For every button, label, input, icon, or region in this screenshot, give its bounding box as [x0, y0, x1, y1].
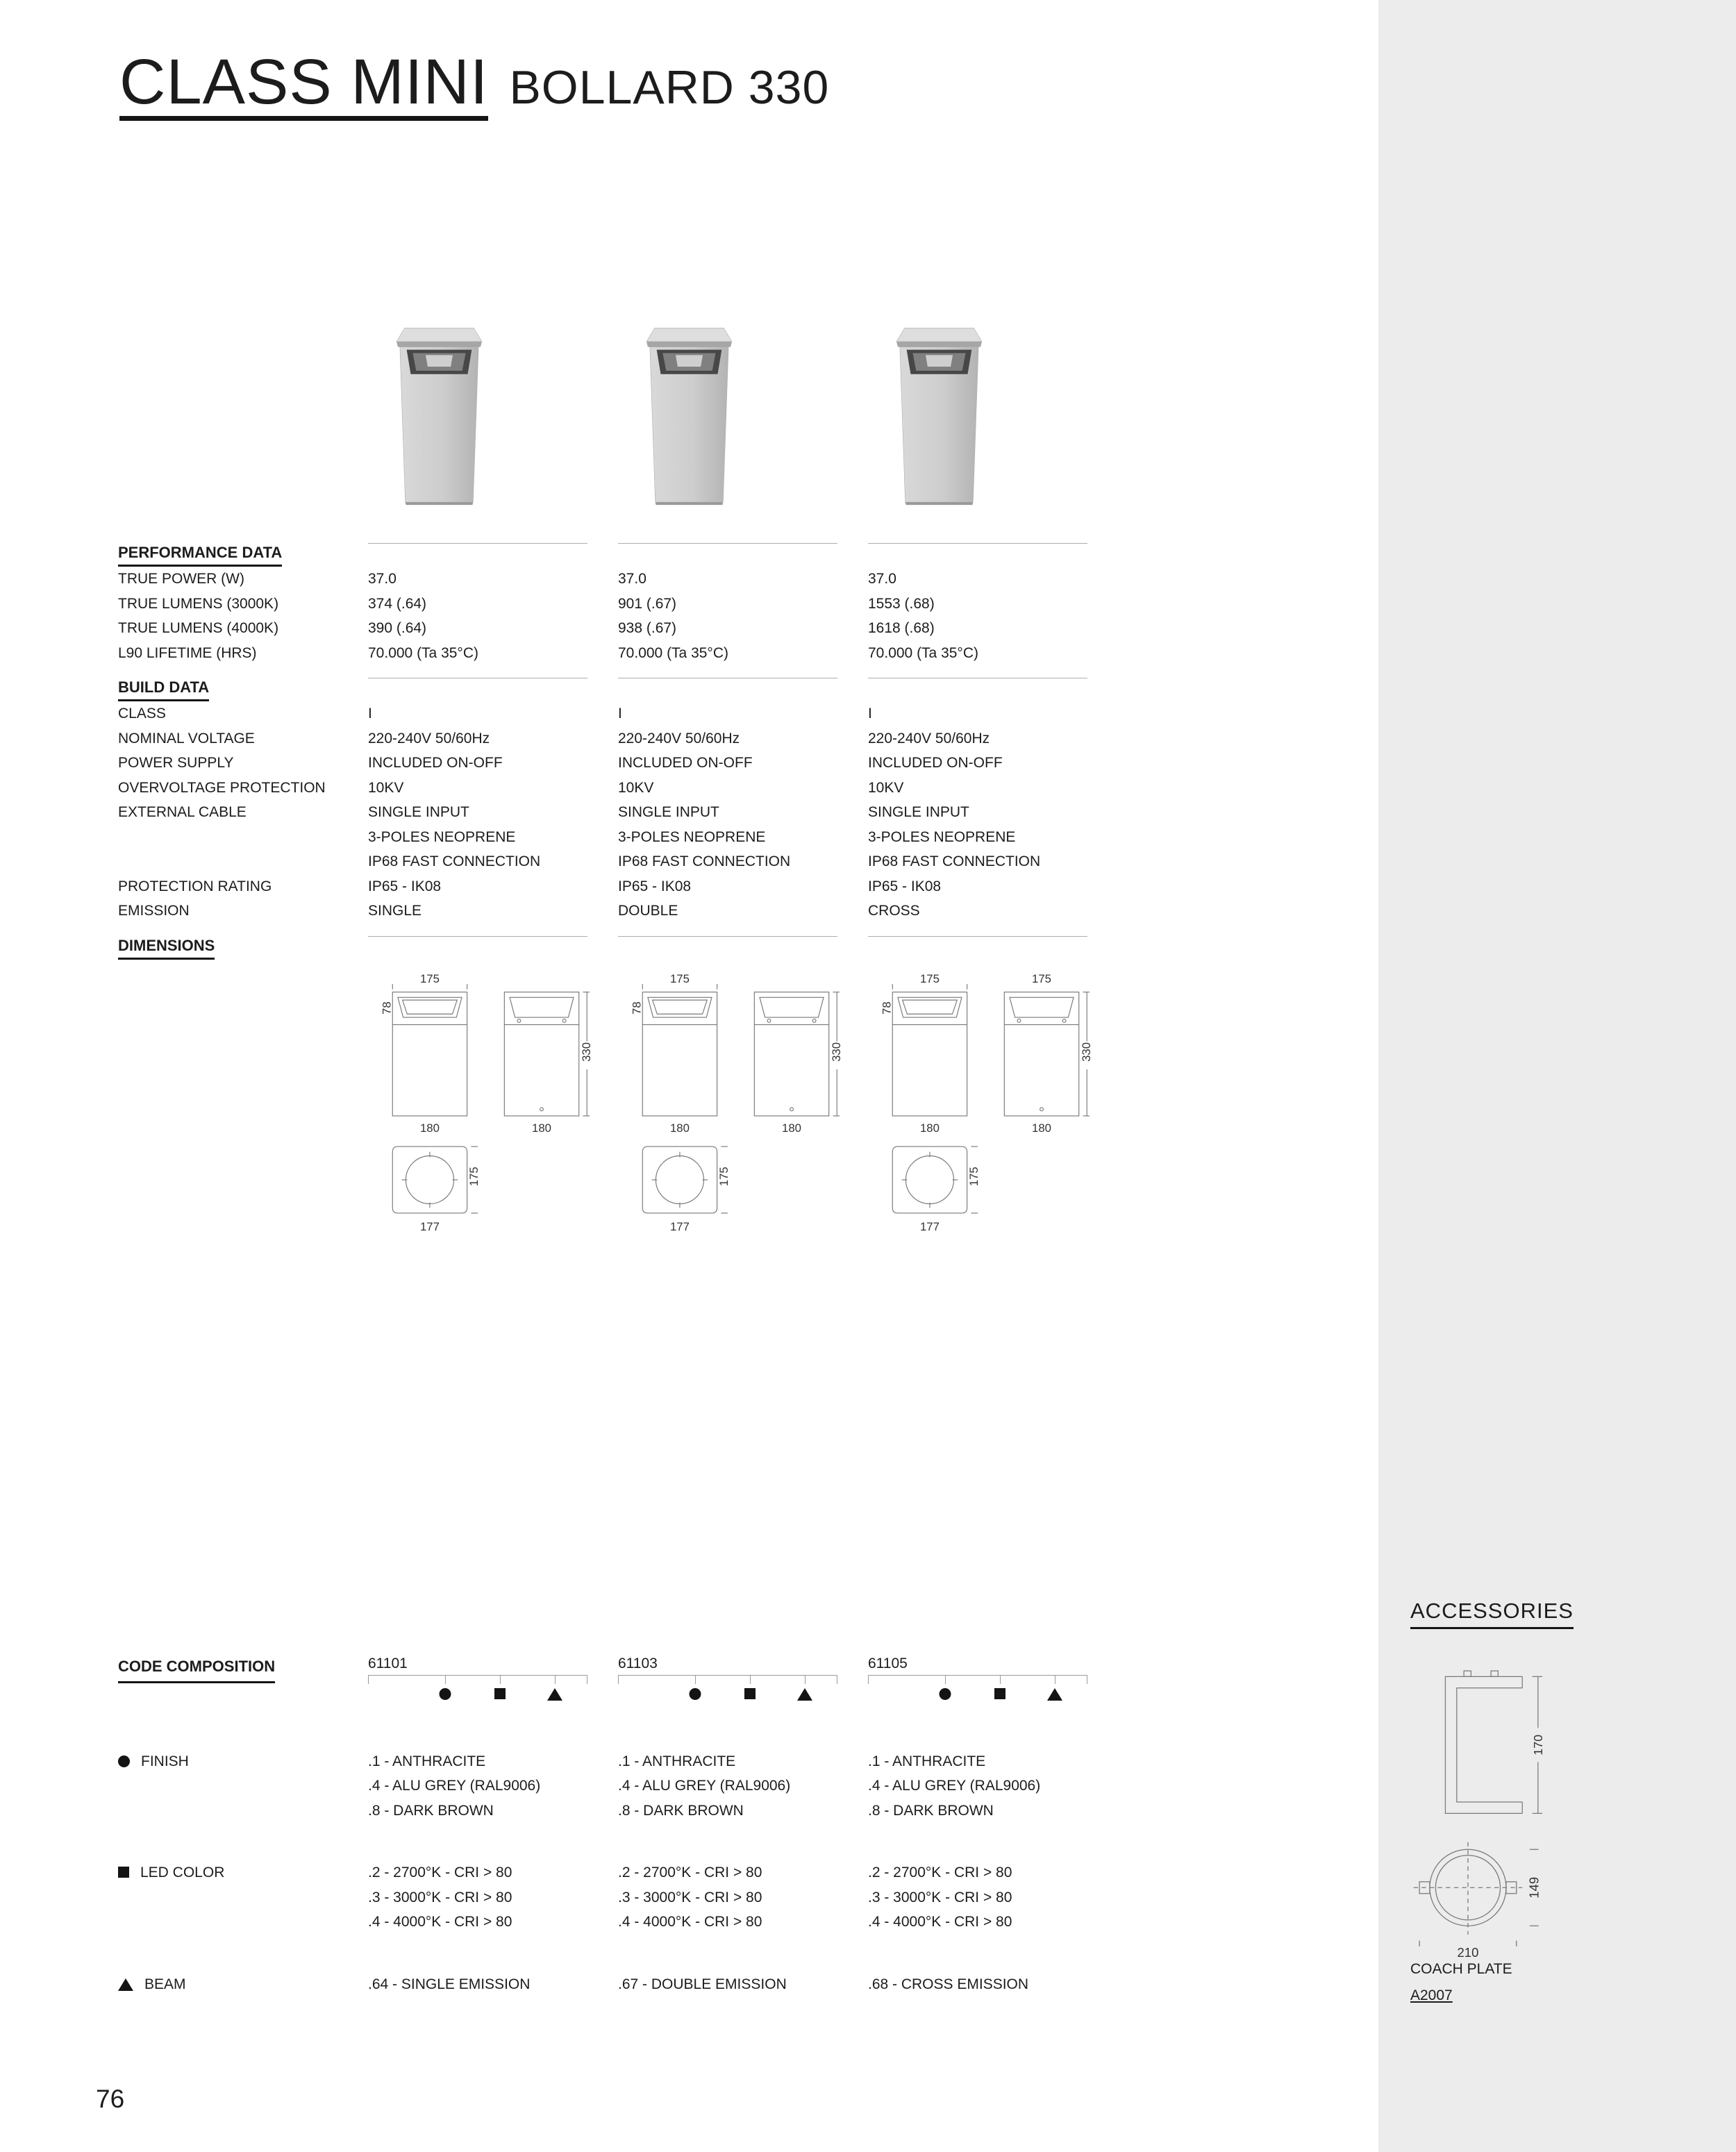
dim-label: 177 — [419, 1219, 440, 1233]
row-value: 3-POLES NEOPRENE — [618, 828, 766, 845]
finish-icon — [439, 1688, 451, 1700]
led-color-icon — [494, 1688, 506, 1699]
table-row — [118, 751, 1125, 776]
row-value: I — [618, 706, 622, 721]
led-color-label — [118, 1860, 368, 1935]
dim-label: 330 — [1080, 1042, 1094, 1062]
finish-icon — [689, 1688, 701, 1700]
beam-icon — [1047, 1688, 1062, 1701]
table-row — [118, 726, 1125, 751]
page-title: CLASS MINI — [119, 50, 488, 121]
row-value: 70.000 (Ta 35°C) — [868, 644, 978, 661]
dim-label: 78 — [381, 1001, 394, 1015]
row-label — [118, 825, 368, 850]
dim-label: 177 — [919, 1219, 940, 1233]
table-row — [118, 849, 1125, 874]
led-color-values: .2 - 2700°K - CRI > 80 .3 - 3000°K - CRI > 80 .4 - 4000°K - CRI > 80 — [618, 1865, 762, 1930]
dim-label: 210 — [1457, 1944, 1479, 1960]
code-bracket — [868, 1675, 1087, 1685]
row-value: 37.0 — [618, 571, 646, 587]
dim-label: 78 — [631, 1001, 644, 1015]
accessory-name: COACH PLATE — [1410, 1961, 1512, 1977]
dim-label: 175 — [967, 1166, 980, 1186]
row-label: L90 LIFETIME (HRS) — [118, 644, 257, 661]
row-value: 70.000 (Ta 35°C) — [618, 644, 728, 661]
table-row — [118, 701, 1125, 726]
dim-label: 180 — [1032, 1121, 1052, 1135]
finish-icon — [939, 1688, 951, 1700]
section-heading-build: BUILD DATA — [118, 678, 1125, 701]
row-value: SINGLE INPUT — [618, 804, 719, 820]
dim-label: 78 — [880, 1001, 894, 1015]
product-image-3 — [868, 303, 1118, 518]
row-label — [118, 849, 368, 874]
table-row — [118, 616, 1125, 641]
beam-values: .67 - DOUBLE EMISSION — [618, 1976, 787, 1992]
row-label: TRUE POWER (W) — [118, 571, 244, 587]
bollard-photo — [868, 303, 1010, 515]
row-value: 10KV — [618, 779, 654, 796]
code-bracket — [368, 1675, 587, 1685]
row-value: IP65 - IK08 — [868, 878, 942, 894]
dim-label: 175 — [419, 971, 440, 985]
row-value: SINGLE INPUT — [868, 804, 969, 820]
row-value: 390 (.64) — [368, 620, 427, 636]
dim-label: 330 — [580, 1042, 594, 1062]
led-color-icon — [744, 1688, 756, 1699]
row-value: 901 (.67) — [618, 595, 677, 612]
row-label: EXTERNAL CABLE — [118, 804, 247, 820]
row-value: INCLUDED ON-OFF — [618, 755, 753, 771]
code-cell-2 — [618, 1654, 837, 1708]
dim-label: 180 — [669, 1121, 690, 1135]
row-value: IP68 FAST CONNECTION — [368, 853, 541, 869]
dimension-drawings-row — [118, 967, 1125, 1268]
row-value: 10KV — [368, 779, 404, 796]
row-value: IP65 - IK08 — [368, 878, 442, 894]
dim-label: 180 — [919, 1121, 940, 1135]
row-value: I — [368, 706, 372, 721]
product-code: 61101 — [368, 1655, 408, 1671]
spec-tables — [118, 543, 1125, 1996]
coach-plate-top-drawing — [1399, 1833, 1563, 1960]
table-row — [118, 825, 1125, 850]
table-row — [118, 641, 1125, 666]
led-color-values: .2 - 2700°K - CRI > 80 .3 - 3000°K - CRI > 80 .4 - 4000°K - CRI > 80 — [368, 1865, 512, 1930]
row-value: 3-POLES NEOPRENE — [868, 828, 1016, 845]
finish-label — [118, 1749, 368, 1824]
code-cell-1 — [368, 1654, 587, 1708]
row-label: OVERVOLTAGE PROTECTION — [118, 779, 326, 796]
row-value: IP68 FAST CONNECTION — [868, 853, 1041, 869]
row-value: I — [868, 706, 872, 721]
beam-values: .64 - SINGLE EMISSION — [368, 1976, 531, 1992]
section-heading-performance: PERFORMANCE DATA — [118, 544, 1125, 567]
code-cell-3 — [868, 1654, 1087, 1708]
code-composition-row — [118, 1654, 1125, 1708]
dim-label: 175 — [669, 971, 690, 985]
row-value: 220-240V 50/60Hz — [868, 730, 990, 746]
table-row — [118, 800, 1125, 825]
row-value: SINGLE INPUT — [368, 804, 469, 820]
table-row — [118, 567, 1125, 592]
dim-label: 175 — [1032, 971, 1052, 985]
row-value: 1553 (.68) — [868, 595, 935, 612]
row-value: 938 (.67) — [618, 620, 677, 636]
product-code: 61105 — [868, 1655, 908, 1671]
beam-icon — [547, 1688, 562, 1701]
led-color-values: .2 - 2700°K - CRI > 80 .3 - 3000°K - CRI > 80 .4 - 4000°K - CRI > 80 — [868, 1865, 1012, 1930]
finish-values: .1 - ANTHRACITE .4 - ALU GREY (RAL9006) .8 - DARK BROWN — [868, 1753, 1041, 1819]
finish-values: .1 - ANTHRACITE .4 - ALU GREY (RAL9006) .8 - DARK BROWN — [618, 1753, 791, 1819]
row-value: 70.000 (Ta 35°C) — [368, 644, 478, 661]
row-value: CROSS — [868, 903, 920, 919]
dim-label: 180 — [532, 1121, 552, 1135]
code-bracket — [618, 1675, 837, 1685]
table-row — [118, 899, 1125, 924]
product-image-1 — [368, 303, 618, 518]
row-value: INCLUDED ON-OFF — [868, 755, 1003, 771]
accessories-sidebar — [1378, 0, 1736, 2152]
dim-label: 180 — [419, 1121, 440, 1135]
accessories-heading: ACCESSORIES — [1410, 1599, 1574, 1629]
row-value: DOUBLE — [618, 903, 678, 919]
dim-label: 330 — [830, 1042, 844, 1062]
beam-values: .68 - CROSS EMISSION — [868, 1976, 1029, 1992]
product-images-row — [368, 303, 1118, 518]
row-label: EMISSION — [118, 903, 190, 919]
row-value: IP68 FAST CONNECTION — [618, 853, 791, 869]
dim-label: 175 — [467, 1166, 481, 1186]
beam-label — [118, 1972, 368, 1997]
row-value: 3-POLES NEOPRENE — [368, 828, 516, 845]
table-row — [118, 592, 1125, 617]
section-heading-code-composition: CODE COMPOSITION — [118, 1654, 368, 1708]
dimension-drawing-3 — [868, 967, 1125, 1268]
row-value: 220-240V 50/60Hz — [618, 730, 740, 746]
dim-label: 177 — [669, 1219, 690, 1233]
row-value: 1618 (.68) — [868, 620, 935, 636]
row-value: 220-240V 50/60Hz — [368, 730, 490, 746]
led-color-icon — [994, 1688, 1005, 1699]
bollard-photo — [618, 303, 760, 515]
beam-row — [118, 1972, 1125, 1997]
page-number: 76 — [96, 2085, 125, 2113]
dim-label: 170 — [1530, 1734, 1545, 1755]
section-heading-dimensions: DIMENSIONS — [118, 937, 1125, 960]
separator — [118, 936, 1125, 937]
table-row — [118, 776, 1125, 801]
led-color-row — [118, 1860, 1125, 1935]
row-value: 10KV — [868, 779, 904, 796]
finish-row — [118, 1749, 1125, 1824]
product-image-2 — [618, 303, 868, 518]
dim-label: 175 — [717, 1166, 731, 1186]
circle-icon — [118, 1755, 130, 1767]
row-value: 37.0 — [868, 571, 896, 587]
dimension-drawing-1 — [368, 967, 618, 1268]
row-value: INCLUDED ON-OFF — [368, 755, 503, 771]
dim-label: 149 — [1526, 1876, 1542, 1899]
option-label: LED COLOR — [140, 1865, 225, 1880]
row-label: TRUE LUMENS (4000K) — [118, 620, 279, 636]
square-icon — [118, 1867, 129, 1878]
coach-plate-side-drawing — [1414, 1667, 1562, 1830]
option-label: BEAM — [144, 1976, 186, 1992]
table-row — [118, 874, 1125, 899]
code-composition-section — [118, 1654, 1125, 1997]
dim-label: 175 — [919, 971, 940, 985]
page-subtitle: BOLLARD 330 — [509, 61, 830, 114]
dimension-drawing-2 — [618, 967, 868, 1268]
row-value: 374 (.64) — [368, 595, 427, 612]
row-label: NOMINAL VOLTAGE — [118, 730, 255, 746]
row-value: SINGLE — [368, 903, 422, 919]
triangle-icon — [118, 1978, 133, 1991]
page-header — [119, 47, 830, 121]
finish-values: .1 - ANTHRACITE .4 - ALU GREY (RAL9006) .8 - DARK BROWN — [368, 1753, 541, 1819]
row-label: PROTECTION RATING — [118, 878, 272, 894]
beam-icon — [797, 1688, 812, 1701]
product-code: 61103 — [618, 1655, 658, 1671]
row-value: 37.0 — [368, 571, 397, 587]
row-label: POWER SUPPLY — [118, 755, 234, 771]
row-label: CLASS — [118, 706, 166, 721]
row-label: TRUE LUMENS (3000K) — [118, 595, 279, 612]
row-value: IP65 - IK08 — [618, 878, 692, 894]
dim-label: 180 — [782, 1121, 802, 1135]
bollard-photo — [368, 303, 510, 515]
option-label: FINISH — [141, 1753, 189, 1769]
accessory-code-link[interactable]: A2007 — [1410, 1987, 1453, 2003]
